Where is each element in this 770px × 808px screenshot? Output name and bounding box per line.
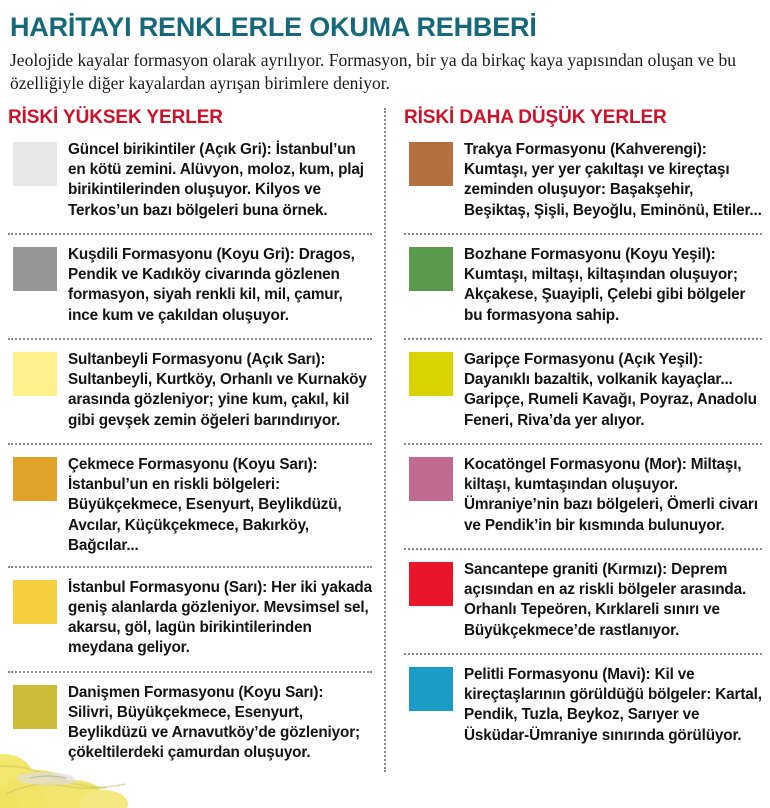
legend-entry-text: Kocatöngel Formasyonu (Mor): Miltaşı, kiltaşı, kumtaşından oluşuyor. Ümraniye’nin bazı bölgeleri, Ömerli civarı ve Pendik’in bir kısmında bulunuyor. xyxy=(464,456,758,534)
legend-entry xyxy=(404,139,762,235)
legend-entry xyxy=(8,577,372,673)
legend-entry xyxy=(8,682,372,778)
legend-entry xyxy=(8,349,372,445)
color-swatch xyxy=(409,142,453,186)
legend-entry-text: Çekmece Formasyonu (Koyu Sarı): İstanbul’un en riskli bölgeleri: Büyükçekmece, Esenyurt, Beylikdüzü, Avcılar, Küçükçekmece, Bakırköy, Bağcılar... xyxy=(68,456,342,554)
intro-paragraph: Jeolojide kayalar formasyon olarak ayrılıyor. Formasyon, bir ya da birkaç kaya yapısından oluşan ve bu özelliğiyle diğer kayalardan ayrışan birimlere deniyor. xyxy=(10,50,737,94)
color-swatch xyxy=(13,247,57,291)
color-swatch xyxy=(13,352,57,396)
header xyxy=(0,0,770,96)
legend-entry-text: Trakya Formasyonu (Kahverengi): Kumtaşı, yer yer çakıltaşı ve kireçtaşı zeminden oluşuyor: Başakşehir, Beşiktaş, Şişli, Beyoğlu, Eminönü, Etiler... xyxy=(464,141,762,219)
column-heading-lower-risk: RİSKİ DAHA DÜŞÜK YERLER xyxy=(404,106,667,128)
legend-entry xyxy=(404,349,762,445)
legend-entry xyxy=(8,139,372,235)
legend-entry xyxy=(404,664,762,760)
legend-entry xyxy=(404,244,762,340)
column-heading-high-risk: RİSKİ YÜKSEK YERLER xyxy=(8,106,223,128)
color-swatch xyxy=(13,580,57,624)
color-swatch xyxy=(409,352,453,396)
legend-entry-text: Güncel birikintiler (Açık Gri): İstanbul’un en kötü zemini. Alüvyon, moloz, kum, plaj birikintilerinden oluşuyor. Kilyos ve Terkos’un bazı bölgeleri buna örnek. xyxy=(68,141,364,219)
color-swatch xyxy=(13,457,57,501)
legend-entry xyxy=(404,559,762,655)
legend-entry-text: Bozhane Formasyonu (Koyu Yeşil): Kumtaşı, miltaşı, kiltaşından oluşuyor; Akçakese, Şuayipli, Çelebi gibi bölgeler bu formasyona sahip. xyxy=(464,246,746,324)
legend-entry-text: Garipçe Formasyonu (Açık Yeşil): Dayanıklı bazaltik, volkanik kayaçlar... Garipçe, Rumeli Kavağı, Poyraz, Anadolu Feneri, Riva’da yer alıyor. xyxy=(464,351,757,429)
legend-entry xyxy=(8,454,372,567)
legend-entry-text: Sancantepe graniti (Kırmızı): Deprem açısından en az riskli bölgeler arasında. Orhanlı Tepeören, Kırklareli sınırı ve Büyükçekmece’de rastlanıyor. xyxy=(464,561,747,639)
legend-entry xyxy=(8,244,372,340)
legend-entry-text: Sultanbeyli Formasyonu (Açık Sarı): Sultanbeyli, Kurtköy, Orhanlı ve Kurnaköy arasında gözleniyor; yine kum, çakıl, kil gibi gevşek zemin öğeleri barındırıyor. xyxy=(68,351,367,429)
page-title: HARİTAYI RENKLERLE OKUMA REHBERİ xyxy=(10,12,537,42)
legend-columns xyxy=(0,106,770,778)
color-swatch xyxy=(13,142,57,186)
column-lower-risk xyxy=(385,106,762,778)
legend-entry-text: Danişmen Formasyonu (Koyu Sarı): Silivri, Büyükçekmece, Esenyurt, Beylikdüzü ve Arnavutköy’de gözleniyor; çökeltilerdeki çamurdan oluşuyor. xyxy=(68,683,360,761)
color-swatch xyxy=(409,457,453,501)
color-swatch xyxy=(409,667,453,711)
legend-entry-text: Pelitli Formasyonu (Mavi): Kil ve kireçtaşlarının görüldüğü bölgeler: Kartal, Pendik, Tuzla, Beykoz, Sarıyer ve Üsküdar-Ümraniye sınırında görülüyor. xyxy=(464,666,762,744)
color-swatch xyxy=(409,562,453,606)
legend-entry-text: Kuşdili Formasyonu (Koyu Gri): Dragos, Pendik ve Kadıköy civarında gözlenen formasyon, siyah renkli kil, mil, çamur, ince kum ve çakıldan oluşuyor. xyxy=(68,246,355,324)
color-swatch xyxy=(409,247,453,291)
column-high-risk xyxy=(8,106,385,778)
legend-entry xyxy=(404,454,762,550)
color-swatch xyxy=(13,685,57,729)
column-divider xyxy=(384,108,386,772)
legend-entry-text: İstanbul Formasyonu (Sarı): Her iki yakada geniş alanlarda gözleniyor. Mevsimsel sel, akarsu, göl, lagün birikintilerinden meydana geliyor. xyxy=(68,578,372,656)
